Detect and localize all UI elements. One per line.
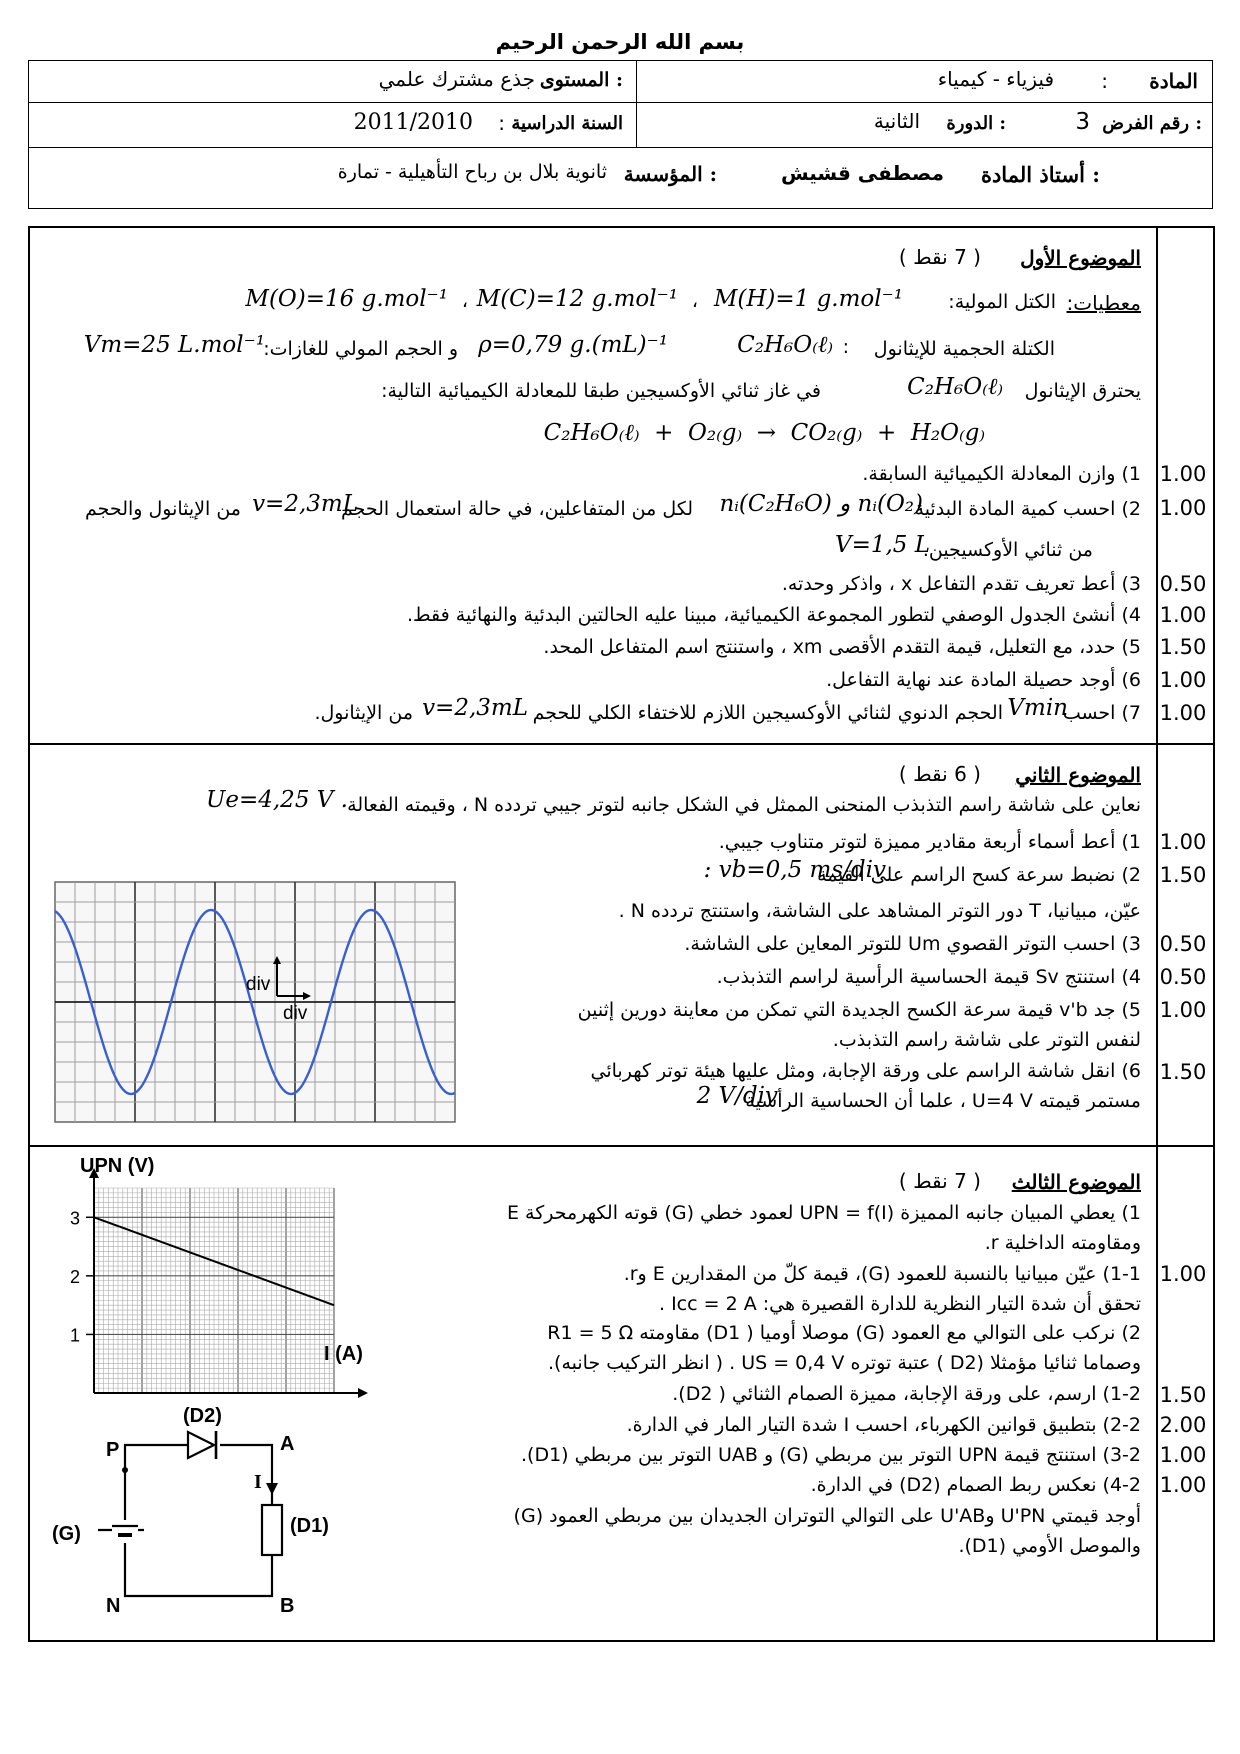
- ex1-equation: C₂H₆O₍ℓ₎ + O₂₍g₎ → CO₂₍g₎ + H₂O₍g₎: [543, 420, 985, 446]
- ex2-score: 1.00: [1159, 830, 1207, 854]
- ex1-intro-a: يحترق الإيثانول: [1024, 380, 1141, 402]
- teacher-label: أستاذ المادة :: [980, 162, 1100, 187]
- ex1-density-value: ρ=0,79 g.(mL)⁻¹: [478, 332, 668, 358]
- ex2-score: 1.00: [1159, 998, 1207, 1022]
- header-row-2: رقم الفرض : 3 الدورة : الثانية السنة الدراسية : 2011/2010: [29, 103, 1212, 148]
- header-row-1: المادة : فيزياء - كيمياء المستوى : جذع مشترك علمي: [29, 61, 1212, 103]
- subject-label: المادة: [1149, 69, 1198, 93]
- test-label: رقم الفرض :: [1102, 113, 1202, 134]
- ex2-ue: Ue=4,25 V .: [205, 787, 348, 813]
- ex1-q7a: 7) احسب: [1062, 702, 1141, 724]
- label-d1: (D1): [290, 1515, 329, 1537]
- ex1-q7b: الحجم الدنوي لثنائي الأوكسيجين اللازم للاختفاء الكلي للحجم: [532, 702, 1003, 724]
- ex2-q1: 1) أعط أسماء أربعة مقادير مميزة لتوتر متناوب جيبي.: [718, 831, 1141, 853]
- basmala: بسم الله الرحمن الرحيم: [495, 30, 745, 54]
- exam-body: الموضوع الأول ( 7 نقط ) معطيات: الكتل المولية: M(H)=1 g.mol⁻¹ ، M(C)=12 g.mol⁻¹ ، M(O)=16 g.mol⁻¹ الكتلة الحجمية للإيثانول C₂H₆O₍ℓ₎ : ρ=0,79 g.(mL)⁻¹ و الحجم المولي للغازات: Vm=25 L.mol⁻¹ يحترق الإيثانول C₂H₆O₍ℓ₎ في غاز ثنائي الأوكسيجين طبقا للمعادلة الكيميائية التالية: C₂H₆O₍ℓ₎ + O₂₍g₎ → CO₂₍g₎ + H₂O₍g₎ 1) وازن المعادلة الكيميائية السابقة. 2) احسب كمية المادة البدئية nᵢ(C₂H₆O) و nᵢ(O₂) لكل من المتفاعلين، في حالة استعمال الحجم v=2,3mL من الإيثانول والحجم من ثنائي الأوكسيجين. V=1,5 L 3) أعط تعريف تقدم التفاعل x ، واذكر وحدته. 4) أنشئ الجدول الوصفي لتطور المجموعة الكيميائية، مبينا عليه الحالتين البدئية والنهائية فقط. 5) حدد، مع التعليل، قيمة التقدم الأقصى xm ، واستنتج اسم المتفاعل المحد. 6) أوجد حصيلة المادة عند نهاية التفاعل. 7) احسب Vmin الحجم الدنوي لثنائي الأوكسيجين اللازم للاختفاء الكلي للحجم v=2,3mL من الإيثانول. 1.00 1.00 0.50 1.00 1.50 1.00 1.00 الموضوع الثاني ( 6 نقط ) نعاين على شاشة راسم التذبذب المنحنى الممثل في الشكل جانبه لتوتر جيبي تردده N ، وقيمته الفعالة Ue=4,25 V . 1) أعط أسماء أربعة مقادير مميزة لتوتر متناوب جيبي. 2) نضبط سرعة كسح الراسم على القيمة : vb=0,5 ms/div عيّن، مبيانيا، T دور التوتر المشاهد على الشاشة، واستنتج تردده N . 3) احسب التوتر القصوي Um للتوتر المعاين على الشاشة. 4) استنتج Sv قيمة الحساسية الرأسية لراسم التذبذب. 5) جد v'b قيمة سرعة الكسح الجديدة التي تمكن من معاينة دورين إثنين لنفس التوتر على شاشة راسم التذبذب. 6) انقل شاشة الراسم على ورقة الإجابة، ومثل عليها هيئة توتر كهربائي مستمر قيمته U=4 V ، علما أن الحساسية الرأسية 2 V/div 1.00 1.50 0.50 0.50 1.00 1.50 div div الموضوع الثالث ( 7 نقط ) 1) يعطي المبيان جانبه المميزة UPN = f(I) لعمود خطي (G) قوته الكهرمحركة E ومقاومته الداخلية r. 1-1) عيّن مبيانيا بالنسبة للعمود (G)، قيمة كلّ من المقدارين E وr. تحقق أن شدة التيار النظرية للدارة القصيرة هي: Icc = 2 A . 2) نركب على التوالي مع العمود (G) موصلا أوميا ( D1) مقاومته R1 = 5 Ω وصماما ثنائيا مؤمثلا (D2 ) عتبة توتره US = 0,4 V . ( انظر التركيب جانبه). 1-2) ارسم، على ورقة الإجابة، مميزة الصمام الثنائي ( D2). 2-2) بتطبيق قوانين الكهرباء، احسب I شدة التيار المار في الدارة. 3-2) استنتج قيمة UPN التوتر بين مربطي (G) و UAB التوتر بين مربطي (D1). 4-2) نعكس ربط الصمام (D2) في الدارة. أوجد قيمتي U'PN وU'AB على التوالي التوتران الجديدان بين مربطي العمود (G) والموصل الأومي (D1). 1.00 1.50 2.00 1.00 1.00 UPN (V) I (A) 1 2 3 (D2) (D1) (G) P A N B I: [28, 226, 1215, 1642]
- ex3-score: 2.00: [1159, 1413, 1207, 1437]
- ex1-vm-label: و الحجم المولي للغازات:: [263, 338, 458, 360]
- ex3-score: 1.00: [1159, 1443, 1207, 1467]
- school-label: المؤسسة :: [623, 162, 717, 186]
- ex3-q24b: أوجد قيمتي U'PN وU'AB على التوالي التوتران الجديدان بين مربطي العمود (G): [513, 1505, 1141, 1527]
- ex2-q6-sens: 2 V/div: [696, 1083, 778, 1109]
- ex2-q3: 3) احسب التوتر القصوي Um للتوتر المعاين على الشاشة.: [684, 933, 1141, 955]
- teacher-value: مصطفى قشيش: [780, 161, 944, 185]
- ex3-q1a: 1) يعطي المبيان جانبه المميزة UPN = f(I) لعمود خطي (G) قوته الكهرمحركة E: [506, 1202, 1141, 1224]
- ex3-q23: 3-2) استنتج قيمة UPN التوتر بين مربطي (G) و UAB التوتر بين مربطي (D1).: [521, 1444, 1141, 1466]
- ex2-score: 0.50: [1159, 965, 1207, 989]
- ex1-molar-label: الكتل المولية:: [948, 291, 1056, 313]
- label-a: A: [280, 1433, 295, 1455]
- ex1-given-label: معطيات:: [1066, 291, 1141, 315]
- ex1-score: 1.00: [1159, 603, 1207, 627]
- graph-x-label: I (A): [324, 1343, 363, 1365]
- section-divider: [30, 1145, 1213, 1147]
- ex1-title: الموضوع الأول: [1020, 246, 1141, 270]
- ex1-vm-value: Vm=25 L.mol⁻¹: [83, 332, 265, 358]
- ex3-q24: 4-2) نعكس ربط الصمام (D2) في الدارة.: [810, 1474, 1141, 1496]
- year-label: السنة الدراسية: [511, 113, 623, 134]
- ex1-q7-v: v=2,3mL: [422, 695, 528, 721]
- ex2-q6a: 6) انقل شاشة الراسم على ورقة الإجابة، ومثل عليها هيئة توتر كهربائي: [590, 1060, 1141, 1082]
- ex1-q2a: 2) احسب كمية المادة البدئية: [914, 498, 1141, 520]
- ex2-score: 1.50: [1159, 863, 1207, 887]
- level-value: جذع مشترك علمي: [378, 67, 535, 91]
- ex1-m-h: M(H)=1 g.mol⁻¹: [713, 286, 903, 312]
- ex2-q5b: لنفس التوتر على شاشة راسم التذبذب.: [832, 1029, 1141, 1051]
- ex3-score: 1.00: [1159, 1262, 1207, 1286]
- ex3-q11: 1-1) عيّن مبيانيا بالنسبة للعمود (G)، قيمة كلّ من المقدارين E وr.: [623, 1263, 1141, 1285]
- ex2-q2b: عيّن، مبيانيا، T دور التوتر المشاهد على الشاشة، واستنتج تردده N .: [618, 900, 1141, 922]
- ex2-q6b: مستمر قيمته U=4 V ، علما أن الحساسية الرأسية: [745, 1090, 1141, 1112]
- ex3-score: 1.00: [1159, 1473, 1207, 1497]
- ex1-score: 1.00: [1159, 668, 1207, 692]
- ex2-q2-vb: : vb=0,5 ms/div: [703, 857, 886, 883]
- circuit-diagram: [40, 1400, 360, 1620]
- ex1-q5: 5) حدد، مع التعليل، قيمة التقدم الأقصى xm ، واستنتج اسم المتفاعل المحد.: [543, 636, 1141, 658]
- school-value: ثانوية بلال بن رباح التأهيلية - تمارة: [337, 161, 607, 183]
- ex2-score: 0.50: [1159, 932, 1207, 956]
- ex3-title: الموضوع الثالث: [1011, 1170, 1141, 1194]
- year-value: 2011/2010: [353, 110, 473, 135]
- ex1-score: 1.50: [1159, 635, 1207, 659]
- ex3-points: ( 7 نقط ): [898, 1169, 981, 1193]
- y-tick-label: 2: [69, 1266, 80, 1287]
- label-g: (G): [52, 1523, 81, 1545]
- ex1-q2c: من الإيثانول والحجم: [85, 498, 241, 520]
- ex1-score: 1.00: [1159, 701, 1207, 725]
- ex1-q1: 1) وازن المعادلة الكيميائية السابقة.: [862, 463, 1141, 485]
- section-divider: [30, 743, 1213, 745]
- ex1-score: 1.00: [1159, 462, 1207, 486]
- ex1-m-c: M(C)=12 g.mol⁻¹: [476, 286, 678, 312]
- ex3-score: 1.50: [1159, 1383, 1207, 1407]
- node-p: [122, 1467, 128, 1473]
- ex1-q2-V: V=1,5 L: [834, 532, 930, 558]
- ex2-intro: نعاين على شاشة راسم التذبذب المنحنى الممثل في الشكل جانبه لتوتر جيبي تردده N ، وقيمته الفعالة: [347, 794, 1141, 816]
- level-label: المستوى :: [539, 69, 623, 91]
- div-label-vertical: div: [246, 974, 271, 995]
- ex2-q4: 4) استنتج Sv قيمة الحساسية الرأسية لراسم التذبذب.: [716, 966, 1141, 988]
- ex1-m-o: M(O)=16 g.mol⁻¹: [245, 286, 448, 312]
- header-row-3: [29, 148, 1212, 206]
- ex1-score: 1.00: [1159, 496, 1207, 520]
- y-tick-label: 3: [69, 1208, 80, 1229]
- ex1-q7-vmin: Vmin: [1007, 695, 1068, 721]
- label-b: B: [280, 1595, 295, 1617]
- ex3-q22: 2-2) بتطبيق قوانين الكهرباء، احسب I شدة التيار المار في الدارة.: [626, 1414, 1141, 1436]
- ex3-q2a: 2) نركب على التوالي مع العمود (G) موصلا أوميا ( D1) مقاومته R1 = 5 Ω: [547, 1322, 1141, 1344]
- resistor-d1-icon: [262, 1505, 282, 1555]
- ex1-ethanol: C₂H₆O₍ℓ₎: [737, 332, 833, 358]
- ex1-density-label: الكتلة الحجمية للإيثانول: [873, 338, 1055, 360]
- ex1-intro-b: في غاز ثنائي الأوكسيجين طبقا للمعادلة الكيميائية التالية:: [381, 380, 821, 402]
- ex1-q2-v: v=2,3mL: [252, 491, 358, 517]
- graph-y-label: UPN (V): [80, 1155, 155, 1177]
- label-current: I: [254, 1471, 262, 1493]
- div-label-horizontal: div: [283, 1003, 308, 1024]
- ex2-score: 1.50: [1159, 1060, 1207, 1084]
- ex1-q2-ni: nᵢ(C₂H₆O) و nᵢ(O₂): [719, 491, 923, 517]
- label-n: N: [106, 1595, 121, 1617]
- ex3-q1b: ومقاومته الداخلية r.: [984, 1232, 1141, 1254]
- test-value: 3: [1075, 109, 1090, 135]
- ex1-points: ( 7 نقط ): [898, 245, 981, 269]
- wire-top-right: [220, 1445, 272, 1505]
- arrow-right-icon: [358, 1388, 368, 1398]
- upn-characteristic-graph: [34, 1148, 444, 1398]
- current-arrow-icon: [266, 1483, 278, 1495]
- oscilloscope-screen: [50, 878, 460, 1126]
- ex2-points: ( 6 نقط ): [898, 762, 981, 786]
- y-tick-label: 1: [69, 1325, 80, 1346]
- label-p: P: [106, 1439, 120, 1461]
- wire-top-left: [125, 1445, 188, 1470]
- session-label: الدورة :: [946, 113, 1006, 134]
- ex2-q2a: 2) نضبط سرعة كسح الراسم على القيمة: [817, 864, 1141, 886]
- ex1-q6: 6) أوجد حصيلة المادة عند نهاية التفاعل.: [826, 669, 1141, 691]
- header-table: [28, 60, 1213, 209]
- ex1-q3: 3) أعط تعريف تقدم التفاعل x ، واذكر وحدته.: [781, 573, 1141, 595]
- ex3-q24c: والموصل الأومي (D1).: [958, 1535, 1141, 1557]
- ex2-q5a: 5) جد v'b قيمة سرعة الكسح الجديدة التي تمكن من معاينة دورين إثنين: [577, 999, 1141, 1021]
- wire-bottom: [125, 1543, 272, 1596]
- ex1-q2d: من ثنائي الأوكسيجين.: [922, 539, 1093, 561]
- ex1-q7c: من الإيثانول.: [314, 702, 413, 724]
- subject-value: فيزياء - كيمياء: [937, 67, 1054, 91]
- label-d2: (D2): [183, 1405, 222, 1427]
- ex2-title: الموضوع الثاني: [1015, 763, 1141, 787]
- ex1-score: 0.50: [1159, 572, 1207, 596]
- ex1-q2b: لكل من المتفاعلين، في حالة استعمال الحجم: [340, 498, 693, 520]
- ex3-q11b: تحقق أن شدة التيار النظرية للدارة القصيرة هي: Icc = 2 A .: [658, 1293, 1141, 1315]
- ex3-q2b: وصماما ثنائيا مؤمثلا (D2 ) عتبة توتره US = 0,4 V . ( انظر التركيب جانبه).: [548, 1352, 1141, 1374]
- ex3-q21: 1-2) ارسم، على ورقة الإجابة، مميزة الصمام الثنائي ( D2).: [672, 1383, 1141, 1405]
- ex1-q4: 4) أنشئ الجدول الوصفي لتطور المجموعة الكيميائية، مبينا عليه الحالتين البدئية والنهائية فقط.: [406, 604, 1141, 626]
- diode-d2-icon: [188, 1432, 214, 1458]
- session-value: الثانية: [873, 109, 920, 133]
- ex1-intro-ethanol: C₂H₆O₍ℓ₎: [907, 374, 1003, 400]
